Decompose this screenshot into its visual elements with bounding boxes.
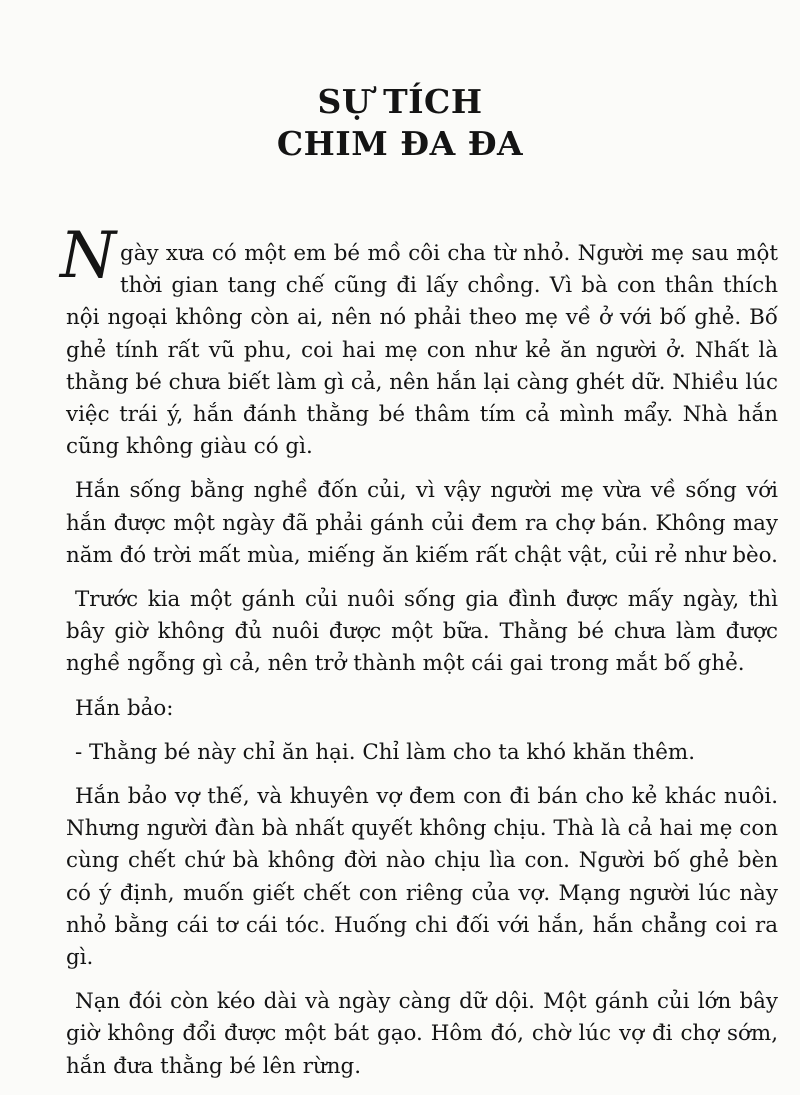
paragraph-1-text: gày xưa có một em bé mồ côi cha từ nhỏ. Người mẹ sau một thời gian tang chế cũng đi lấy chồng. Vì bà con thân thích nội ngoại không còn ai, nên nó phải theo mẹ về ở với bố ghẻ. Bố ghẻ tính rất vũ phu, coi hai mẹ con như kẻ ăn người ở. Nhất là thằng bé chưa biết làm gì cả, nên hắn lại càng ghét dữ. Nhiều lúc việc trái ý, hắn đánh thằng bé thâm tím cả mình mẩy. Nhà hắn cũng không giàu có gì. [66, 241, 778, 460]
story-title-line-2: CHIM ĐA ĐA [276, 124, 524, 163]
paragraph-7: Nạn đói còn kéo dài và ngày càng dữ dội. Một gánh củi lớn bây giờ không đổi được một bát gạo. Hôm đó, chờ lúc vợ đi chợ sớm, hắn đưa thằng bé lên rừng. [66, 989, 778, 1079]
paragraph-1 [60, 219, 778, 463]
story-title-line-1: SỰ TÍCH [317, 82, 483, 121]
paragraph-3: Trước kia một gánh củi nuôi sống gia đình được mấy ngày, thì bây giờ không đủ nuôi được một bữa. Thằng bé chưa làm được nghề ngỗng gì cả, nên trở thành một cái gai trong mắt bố ghẻ. [66, 587, 778, 677]
story-body [60, 219, 778, 1095]
paragraph-4: Hắn bảo: [75, 695, 174, 721]
paragraph-6: Hắn bảo vợ thế, và khuyên vợ đem con đi bán cho kẻ khác nuôi. Nhưng người đàn bà nhất quyết không chịu. Thà là cả hai mẹ con cùng chết chứ bà không đời nào chịu lìa con. Người bố ghẻ bèn có ý định, muốn giết chết con riêng của vợ. Mạng người lúc này nhỏ bằng cái tơ cái tóc. Huống chi đối với hắn, hắn chẳng coi ra gì. [66, 784, 778, 971]
dialogue-line: - Thằng bé này chỉ ăn hại. Chỉ làm cho ta khó khăn thêm. [75, 739, 695, 765]
paragraph-2: Hắn sống bằng nghề đốn củi, vì vậy người mẹ vừa về sống với hắn được một ngày đã phải gánh củi đem ra chợ bán. Không may năm đó trời mất mùa, miếng ăn kiếm rất chật vật, củi rẻ như bèo. [66, 478, 778, 568]
drop-cap: N [60, 219, 116, 293]
